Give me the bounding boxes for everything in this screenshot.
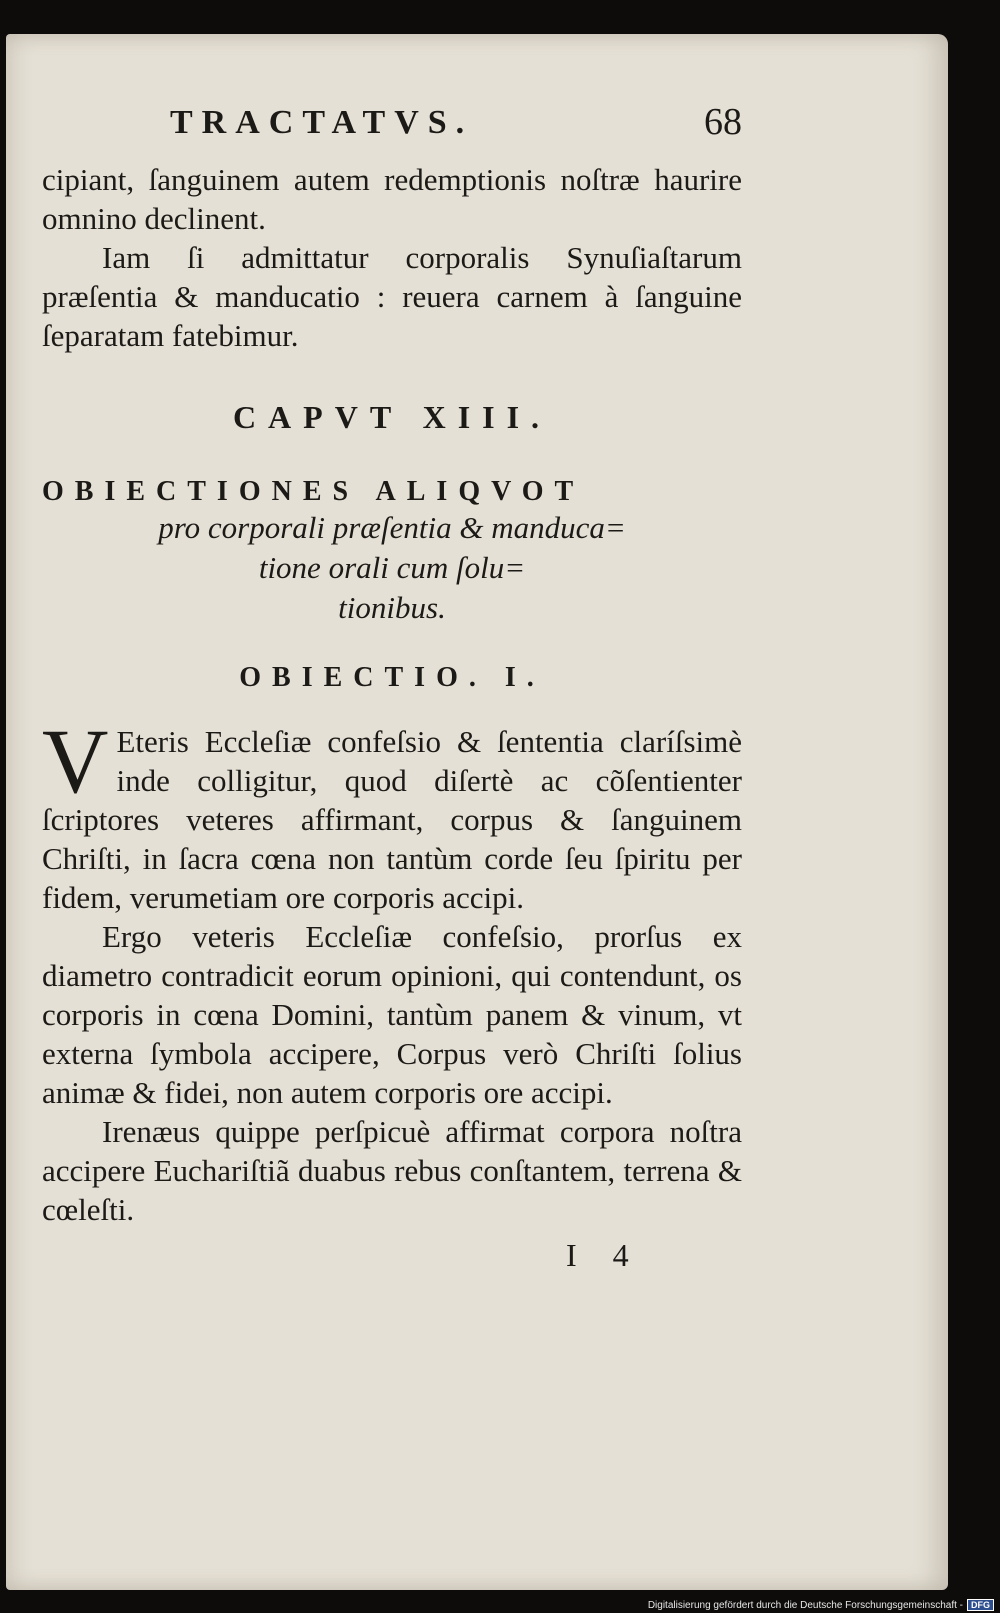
paragraph-ergo: Ergo veteris Eccleſiæ confeſsio, prorſus ex diametro contradicit eorum opinioni, qui contendunt, os corporis in cœna Domini, tantùm panem & vinum, vt externa ſymbola accipere, Corpus verò Chriſti ſolius animæ & fidei, non autem corporis ore accipi. (42, 919, 742, 1110)
heading-italic-line: tionibus. (338, 590, 446, 625)
paragraph-with-dropcap (42, 710, 742, 917)
chapter-heading: CAPVT XIII. (232, 399, 552, 435)
paragraph-veteris: Eteris Eccleſiæ confeſsio & ſententia claríſsimè inde colligitur, quod diſertè ac cõſentienter ſcriptores veteres affirmant, corpus & ſanguinem Chriſti, in ſacra cœna non tantùm corde ſeu ſpiritu per fidem, verumetiam ore corporis accipi. (42, 724, 742, 915)
drop-capital: V (42, 710, 109, 812)
running-head (42, 101, 742, 160)
paragraph-continuation: cipiant, ſanguinem autem redemptionis noſtræ haurire omnino declinent. (42, 162, 742, 236)
paragraph-iam: Iam ſi admittatur corporalis Synuſiaſtarum præſentia & manducatio : reuera carnem à ſanguine ſeparatam fatebimur. (42, 240, 742, 353)
objection-heading: OBIECTIO. I. (239, 662, 545, 693)
dfg-logo: DFG (967, 1599, 994, 1611)
paragraph-irenaeus: Irenæus quippe perſpicuè affirmat corpora noſtra accipere Euchariſtiã duabus rebus conſtantem, terrena & cœleſti. (42, 1114, 742, 1227)
page-text-block (42, 101, 742, 1281)
section-heading-italic (42, 508, 742, 628)
section-heading-caps: OBIECTIONES ALIQVOT (42, 476, 585, 507)
signature-mark: I 4 (566, 1237, 643, 1273)
running-head-title: TRACTATVS. (170, 104, 474, 141)
heading-italic-line: tione orali cum ſolu= (258, 550, 526, 585)
page-number: 68 (704, 101, 742, 143)
signature-line (42, 1237, 742, 1281)
book-page (6, 34, 948, 1590)
heading-italic-line: pro corporali præſentia & manduca= (158, 510, 626, 545)
footer-text: Digitalisierung gefördert durch die Deutsche Forschungsgemeinschaft - (647, 1599, 963, 1611)
funding-footer (648, 1599, 994, 1611)
